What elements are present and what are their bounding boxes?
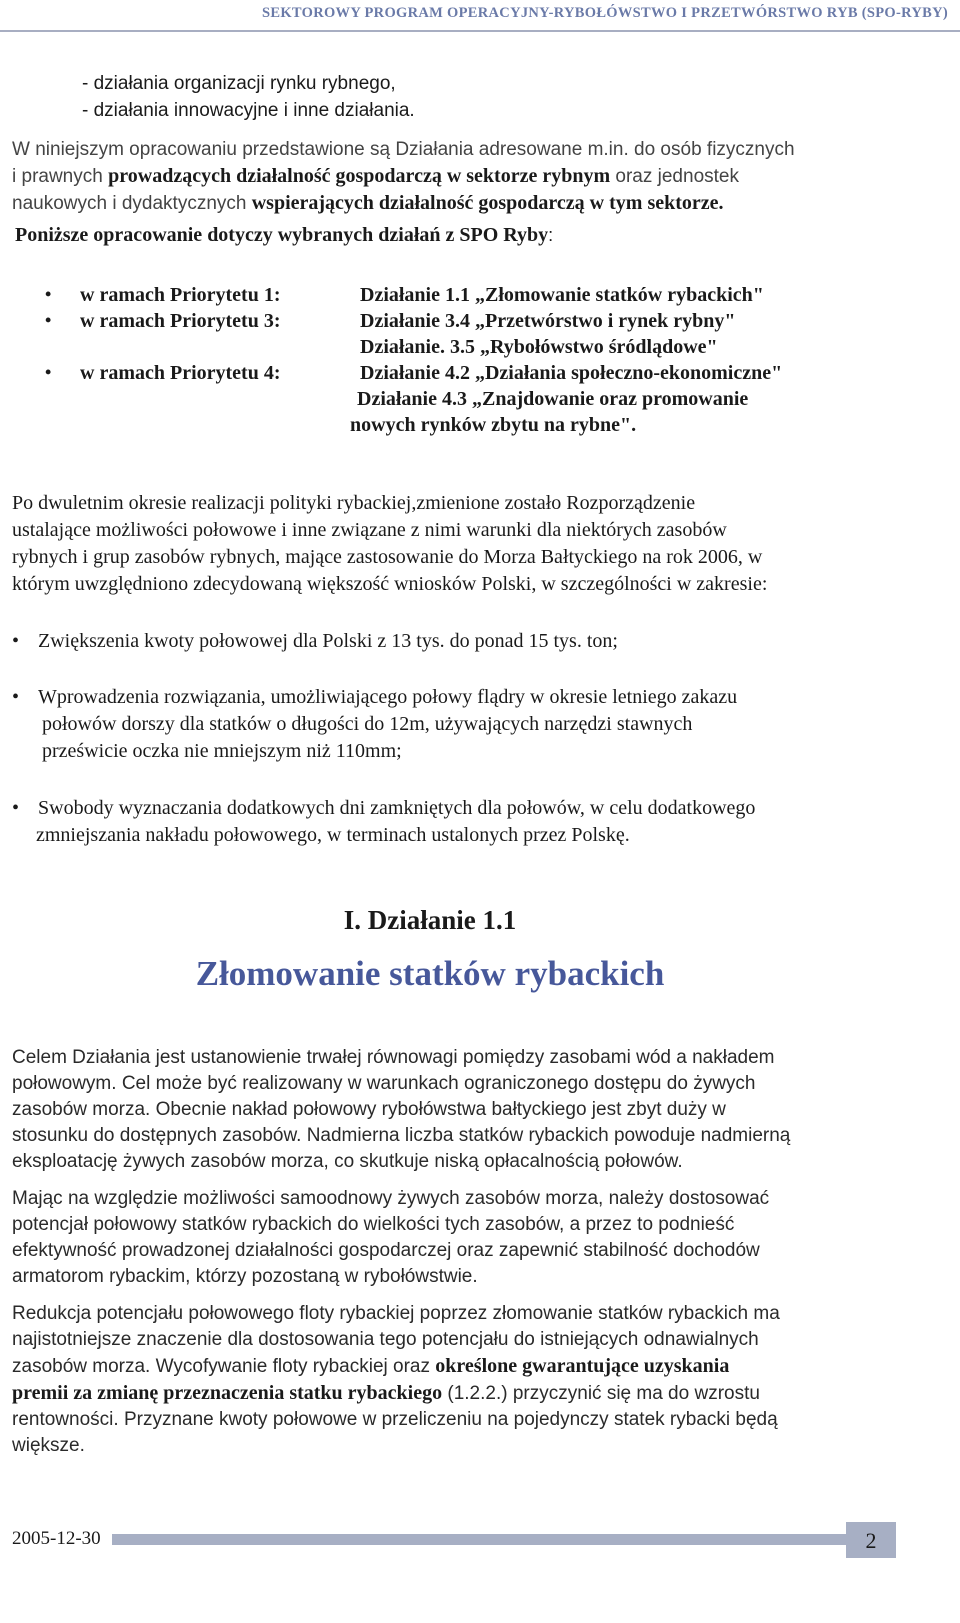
section-number: I. Działanie 1.1 [343, 905, 517, 935]
goal-paragraph: Celem Działania jest ustanowienie trwałej równowagi pomiędzy zasobami wód a nakładem połowowym. Cel może być realizowany w warunkach ograniczonego dostępu do żywych zasobów morza. Obecnie nakład połowowy rybołówstwa bałtyckiego jest zbyt duży w stosunku do dostępnych zasobów. Nadmierna liczba statków rybackich powoduje nadmierną eksploatację żywych zasobów morza, co skutkuje niską opłacalnością połowów. [12, 1047, 791, 1172]
priority-row: • w ramach Priorytetu 3: Działanie 3.4 „Przetwórstwo i rynek rybny" [45, 310, 736, 332]
page-number: 2 [865, 1528, 877, 1553]
priority-row: • w ramach Priorytetu 4: Działanie 4.2 „Działania społeczno-ekonomiczne" [45, 362, 783, 384]
reduction-paragraph: Redukcja potencjału połowowego floty rybackiej poprzez złomowanie statków rybackich ma najistotniejsze znaczenie dla dostosowania tego potencjału do istniejących odnawialnych zasobów morza. Wycofywanie floty rybackiej oraz określone gwarantujące uzyskania premii za zmianę przeznaczenia statku rybackiego (1.2.2.) przyczynić się ma do wzrostu rentowności. Przyznane kwoty połowowe w przeliczeniu na pojedynczy statek rybacki będą większe. [12, 1303, 780, 1456]
section-title: Złomowanie statków rybackich [195, 954, 665, 993]
list-item: - działania organizacji rynku rybnego, [82, 73, 396, 94]
list-item: - działania innowacyjne i inne działania. [82, 100, 415, 121]
priority-row: Działanie 4.3 „Znajdowanie oraz promowanie [357, 388, 749, 410]
priority-row: Działanie. 3.5 „Rybołówstwo śródlądowe" [360, 336, 718, 358]
capacity-paragraph: Mając na względzie możliwości samoodnowy żywych zasobów morza, należy dostosować potencjał połowowy statków rybackich do wielkości tych zasobów, a przez to podnieść efektywność prowadzonej działalności gospodarczej oraz zapewnić stabilność dochodów armatorom rybackim, którzy pozostaną w rybołówstwie. [12, 1188, 770, 1287]
intro-paragraph: W niniejszym opracowaniu przedstawione są Działania adresowane m.in. do osób fizycznych i prawnych prowadzących działalność gospodarczą w sektorze rybnym oraz jednostek naukowych i dydaktycznych wspierających działalność gospodarczą w tym sektorze. [12, 139, 795, 214]
footer-rule [112, 1534, 846, 1545]
page-number-box [846, 1522, 896, 1558]
footer-date: 2005-12-30 [12, 1528, 101, 1549]
scope-heading: Poniższe opracowanie dotyczy wybranych działań z SPO Ryby: [15, 224, 554, 246]
header-title: SEKTOROWY PROGRAM OPERACYJNY-RYBOŁÓWSTWO I PRZETWÓRSTWO RYB (SPO-RYBY) [262, 5, 948, 21]
two-year-paragraph: Po dwuletnim okresie realizacji polityki rybackiej,zmienione zostało Rozporządzenie ustalające możliwości połowowe i inne związane z nimi warunki dla niektórych zasobów rybnych i grup zasobów rybnych, mające zastosowanie do Morza Bałtyckiego na rok 2006, w którym uwzględniono zdecydowaną większość wniosków Polski, w szczególności w zakresie: [12, 492, 768, 595]
priority-row: • w ramach Priorytetu 1: Działanie 1.1 „Złomowanie statków rybackich" [45, 284, 764, 306]
priority-row: nowych rynków zbytu na rybne". [350, 414, 637, 436]
running-header [0, 0, 960, 32]
